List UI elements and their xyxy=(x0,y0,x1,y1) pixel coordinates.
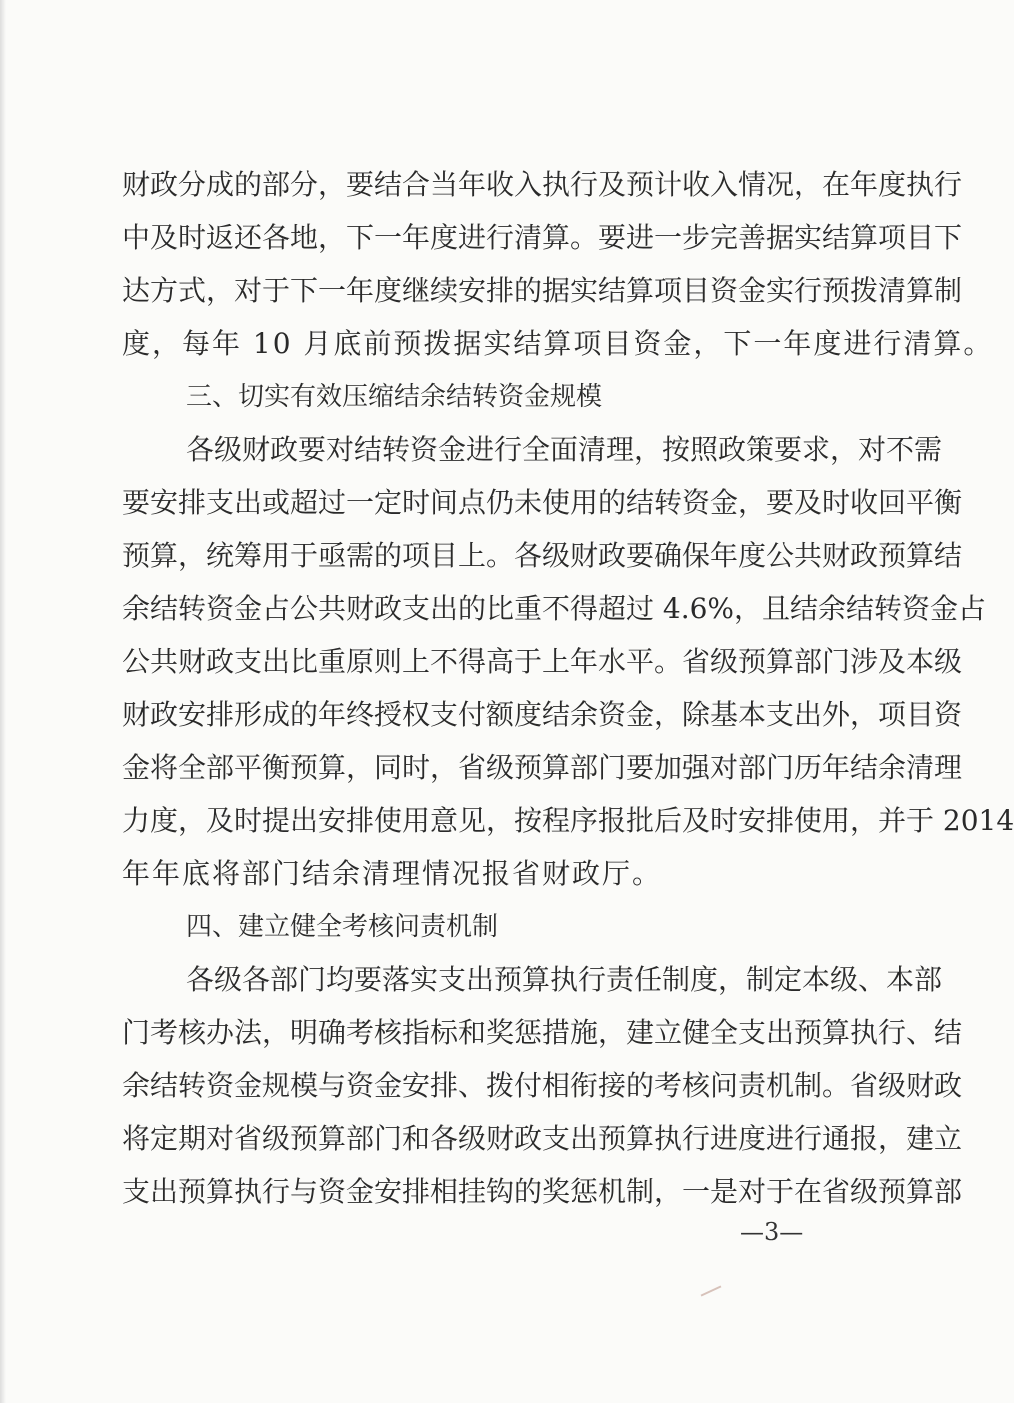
text-line: 中及时返还各地，下一年度进行清算。要进一步完善据实结算项目下 xyxy=(122,221,963,254)
text-line: 度，每年 10 月底前预拨据实结算项目资金，下一年度进行清算。 xyxy=(122,327,994,360)
text-line: 财政分成的部分，要结合当年收入执行及预计收入情况，在年度执行 xyxy=(122,168,963,201)
text-line: 将定期对省级预算部门和各级财政支出预算执行进度进行通报，建立 xyxy=(122,1122,963,1155)
text-line: 余结转资金规模与资金安排、拨付相衔接的考核问责机制。省级财政 xyxy=(122,1069,963,1102)
text-line: 年年底将部门结余清理情况报省财政厅。 xyxy=(122,857,663,890)
text-line: 财政安排形成的年终授权支付额度结余资金，除基本支出外，项目资 xyxy=(122,698,963,731)
scan-mark xyxy=(701,1285,722,1296)
text-line: 要安排支出或超过一定时间点仍未使用的结转资金，要及时收回平衡 xyxy=(122,486,963,519)
text-line: 余结转资金占公共财政支出的比重不得超过 4.6%，且结余结转资金占 xyxy=(122,592,987,625)
text-line: 达方式，对于下一年度继续安排的据实结算项目资金实行预拨清算制 xyxy=(122,274,963,307)
section-heading-4: 四、建立健全考核问责机制 xyxy=(186,912,499,942)
text-line: 门考核办法，明确考核指标和奖惩措施，建立健全支出预算执行、结 xyxy=(122,1016,963,1049)
body-text xyxy=(122,167,1014,1227)
text-line: 各级财政要对结转资金进行全面清理，按照政策要求，对不需 xyxy=(186,433,943,466)
scan-edge-shadow xyxy=(0,0,6,1403)
text-line: 支出预算执行与资金安排相挂钩的奖惩机制，一是对于在省级预算部 xyxy=(122,1175,963,1208)
text-line: 公共财政支出比重原则上不得高于上年水平。省级预算部门涉及本级 xyxy=(122,645,963,678)
section-heading-3: 三、切实有效压缩结余结转资金规模 xyxy=(186,382,603,412)
text-line: 各级各部门均要落实支出预算执行责任制度，制定本级、本部 xyxy=(186,963,943,996)
text-line: 金将全部平衡预算，同时，省级预算部门要加强对部门历年结余清理 xyxy=(122,751,963,784)
text-line: 力度，及时提出安排使用意见，按程序报批后及时安排使用，并于 2014 xyxy=(122,804,1014,837)
text-line: 预算，统筹用于亟需的项目上。各级财政要确保年度公共财政预算结 xyxy=(122,539,963,572)
page-number: —3— xyxy=(740,1218,804,1246)
